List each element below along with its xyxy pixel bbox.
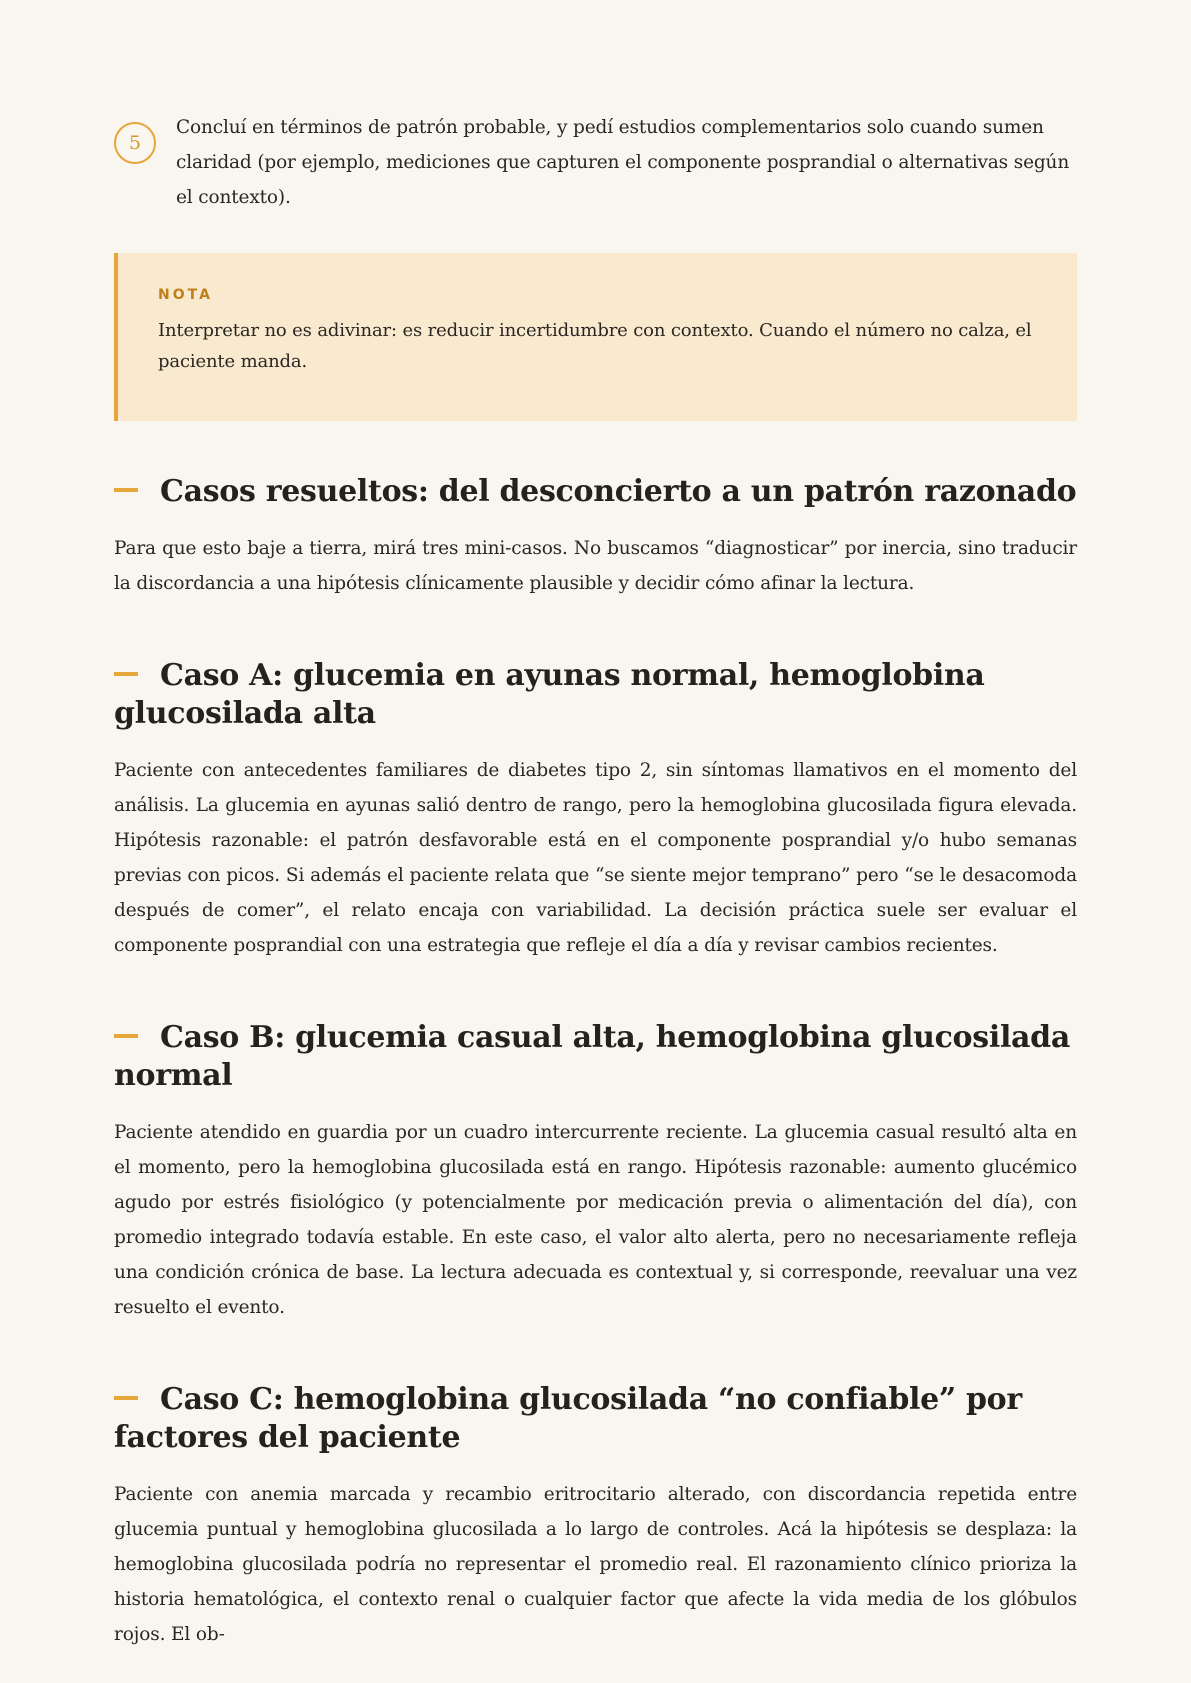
heading-dash-icon: [114, 488, 138, 492]
section-body: Paciente con anemia marcada y recambio eritrocitario alterado, con discordancia repetida entre glucemia puntual y hemoglobina glucosilada a lo largo de controles. Acá la hipótesis se desplaza: la hemoglobina glucosilada podría no representar el promedio real. El razonamiento clínico prioriza la historia hematológica, el contexto renal o cualquier factor que afecte la vida media de los glóbulos rojos. El ob-: [114, 1484, 1077, 1645]
section-title: Caso C: hemoglobina glucosilada “no confiable” por factores del paciente: [114, 1382, 1022, 1455]
section-body: Paciente atendido en guardia por un cuadro intercurrente reciente. La glucemia casual resultó alta en el momento, pero la hemoglobina glucosilada está en rango. Hipótesis razonable: aumento glucémico agudo por estrés fisiológico (y potencialmente por medicación previa o alimentación del día), con promedio integrado todavía estable. En este caso, el valor alto alerta, pero no necesariamente refleja una condición crónica de base. La lectura adecuada es contextual y, si corresponde, reevaluar una vez resuelto el evento.: [114, 1122, 1077, 1318]
section-body: Paciente con antecedentes familiares de diabetes tipo 2, sin síntomas llamativos en el momento del análisis. La glucemia en ayunas salió dentro de rango, pero la hemoglobina glucosilada figura elevada. Hipótesis razonable: el patrón desfavorable está en el componente posprandial y/o hubo semanas previas con picos. Si además el paciente relata que “se siente mejor temprano” pero “se le desacomoda después de comer”, el relato encaja con variabilidad. La decisión práctica suele ser evaluar el componente posprandial con una estrategia que refleje el día a día y revisar cambios recientes.: [114, 760, 1077, 956]
note-callout: [114, 253, 1077, 421]
section-body: Para que esto baje a tierra, mirá tres mini-casos. No buscamos “diagnosticar” por inercia, sino traducir la discordancia a una hipótesis clínicamente plausible y decidir cómo afinar la lectura.: [114, 538, 1077, 594]
step-text: Concluí en términos de patrón probable, y pedí estudios complementarios solo cuando sumen claridad (por ejemplo, mediciones que capturen el componente posprandial o alternativas según el contexto).: [176, 117, 1070, 208]
step-number-badge: 5: [114, 122, 156, 164]
section-heading: [114, 1019, 1077, 1095]
section-heading: [114, 1381, 1077, 1457]
step-item: [114, 110, 1077, 215]
document-page: [114, 110, 1077, 1645]
note-text: Interpretar no es adivinar: es reducir incertidumbre con contexto. Cuando el número no calza, el paciente manda.: [158, 320, 1032, 372]
section-title: Casos resueltos: del desconcierto a un patrón razonado: [160, 474, 1077, 509]
section-heading: [114, 473, 1077, 511]
heading-dash-icon: [114, 1396, 138, 1400]
note-label: NOTA: [158, 287, 213, 303]
section-title: Caso A: glucemia en ayunas normal, hemoglobina glucosilada alta: [114, 658, 985, 731]
section-title: Caso B: glucemia casual alta, hemoglobina glucosilada normal: [114, 1020, 1070, 1093]
section-heading: [114, 657, 1077, 733]
heading-dash-icon: [114, 672, 138, 676]
heading-dash-icon: [114, 1034, 138, 1038]
